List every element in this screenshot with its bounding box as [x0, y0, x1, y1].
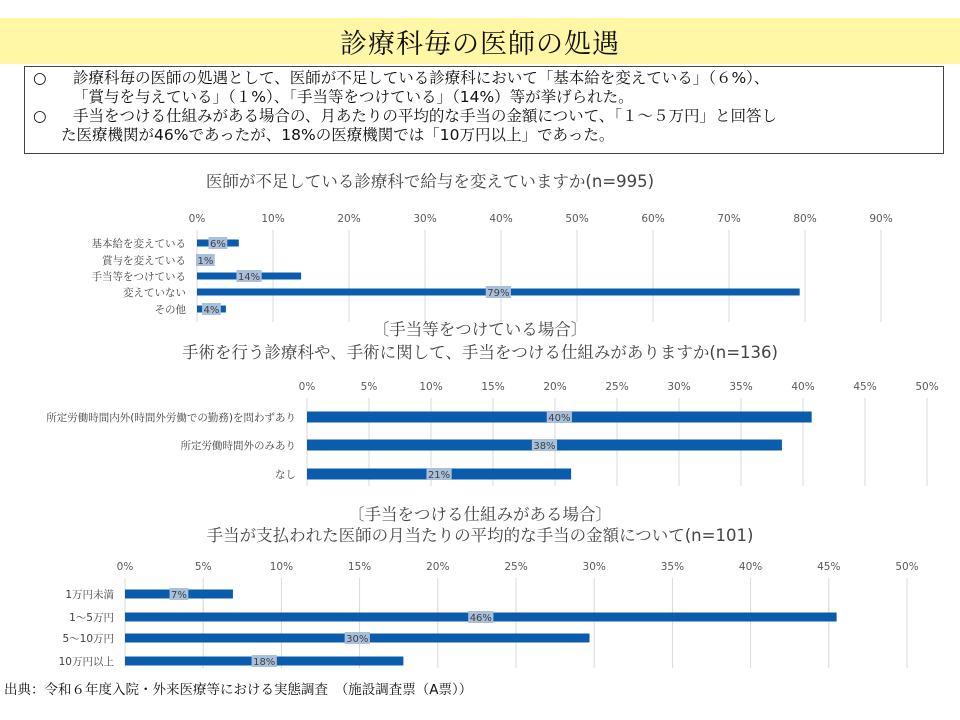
x-tick-label: 15% — [481, 381, 505, 393]
category-label: 10万円以上 — [58, 656, 114, 668]
x-tick-label: 50% — [915, 381, 939, 393]
category-label: 所定労働時間内外(時間外労働での勤務)を問わずあり — [46, 412, 296, 424]
category-label: 基本給を変えている — [91, 238, 186, 250]
x-tick-label: 5% — [194, 561, 212, 573]
x-tick-label: 30% — [667, 381, 691, 393]
category-label: その他 — [154, 304, 186, 316]
x-tick-label: 25% — [504, 561, 528, 573]
data-label: 38% — [533, 441, 556, 452]
category-label: 変えていない — [123, 287, 186, 299]
x-tick-label: 20% — [426, 561, 450, 573]
data-label: 79% — [487, 288, 510, 299]
summary-line: 「賞与を与えている」（１%）、「手当等をつけている」（14%）等が挙げられた。 — [73, 88, 634, 106]
data-label: 21% — [427, 470, 451, 481]
category-label: 1万円未満 — [65, 589, 114, 601]
data-label: 46% — [469, 613, 492, 624]
x-tick-label: 40% — [738, 561, 763, 573]
chart3-title-sub: 〔手当をつける仕組みがある場合〕 — [348, 505, 612, 524]
x-tick-label: 25% — [605, 381, 629, 393]
x-tick-label: 40% — [791, 381, 815, 393]
data-label: 6% — [209, 239, 226, 250]
category-label: 1～5万円 — [69, 612, 114, 624]
category-label: 所定労働時間外のみあり — [180, 440, 296, 452]
x-tick-label: 60% — [641, 213, 665, 225]
summary-line: た医療機関が46%であったが、18%の医療機関では「10万円以上」であった。 — [61, 126, 615, 144]
category-label: 手当等をつけている — [91, 271, 186, 283]
x-tick-label: 10% — [261, 213, 285, 225]
x-tick-label: 0% — [116, 561, 134, 573]
chart2-title: 手術を行う診療科や、手術に関して、手当をつける仕組みがありますか(n=136) — [182, 343, 778, 362]
x-tick-label: 0% — [188, 213, 206, 225]
bullet-circle: ○ — [33, 69, 47, 87]
x-tick-label: 40% — [489, 213, 513, 225]
data-label: 7% — [171, 590, 187, 601]
chart1-title: 医師が不足している診療科で給与を変えていますか(n=995) — [205, 172, 655, 191]
x-tick-label: 20% — [543, 381, 567, 393]
x-tick-label: 70% — [717, 213, 741, 225]
x-tick-label: 80% — [793, 213, 817, 225]
data-label: 30% — [346, 634, 369, 645]
data-label: 18% — [253, 657, 276, 668]
x-tick-label: 35% — [729, 381, 753, 393]
x-tick-label: 10% — [419, 381, 443, 393]
x-tick-label: 15% — [347, 561, 372, 573]
x-tick-label: 30% — [582, 561, 606, 573]
x-tick-label: 35% — [660, 561, 685, 573]
summary-line: 診療科毎の医師の処遇として、医師が不足している診療科において「基本給を変えている」（６%）、 — [73, 69, 770, 87]
x-tick-label: 45% — [817, 561, 841, 573]
x-tick-label: 5% — [360, 381, 378, 393]
category-label: 賞与を変えている — [102, 255, 186, 267]
data-label: 14% — [237, 272, 261, 283]
category-label: 5～10万円 — [62, 633, 114, 645]
category-label: なし — [275, 469, 296, 481]
source-note: 出典：令和６年度入院・外来医療等における実態調査 （施設調査票（A票）） — [4, 682, 473, 698]
summary-line: 手当をつける仕組みがある場合の、月あたりの平均的な手当の金額について、「１～５万円」と回答し — [73, 107, 778, 125]
chart3-title: 手当が支払われた医師の月当たりの平均的な手当の金額について(n=101) — [206, 526, 754, 545]
data-label: 4% — [203, 305, 220, 316]
x-tick-label: 20% — [337, 213, 361, 225]
data-label: 40% — [548, 413, 571, 424]
x-tick-label: 45% — [853, 381, 877, 393]
bullet-circle: ○ — [33, 107, 47, 125]
x-tick-label: 10% — [269, 561, 294, 573]
data-label: 1% — [197, 256, 214, 267]
x-tick-label: 30% — [413, 213, 437, 225]
x-tick-label: 50% — [895, 561, 919, 573]
x-tick-label: 50% — [565, 213, 589, 225]
chart2-title-sub: 〔手当等をつけている場合〕 — [372, 320, 588, 339]
page-title: 診療科毎の医師の処遇 — [340, 28, 620, 60]
x-tick-label: 90% — [869, 213, 893, 225]
x-tick-label: 0% — [298, 381, 316, 393]
